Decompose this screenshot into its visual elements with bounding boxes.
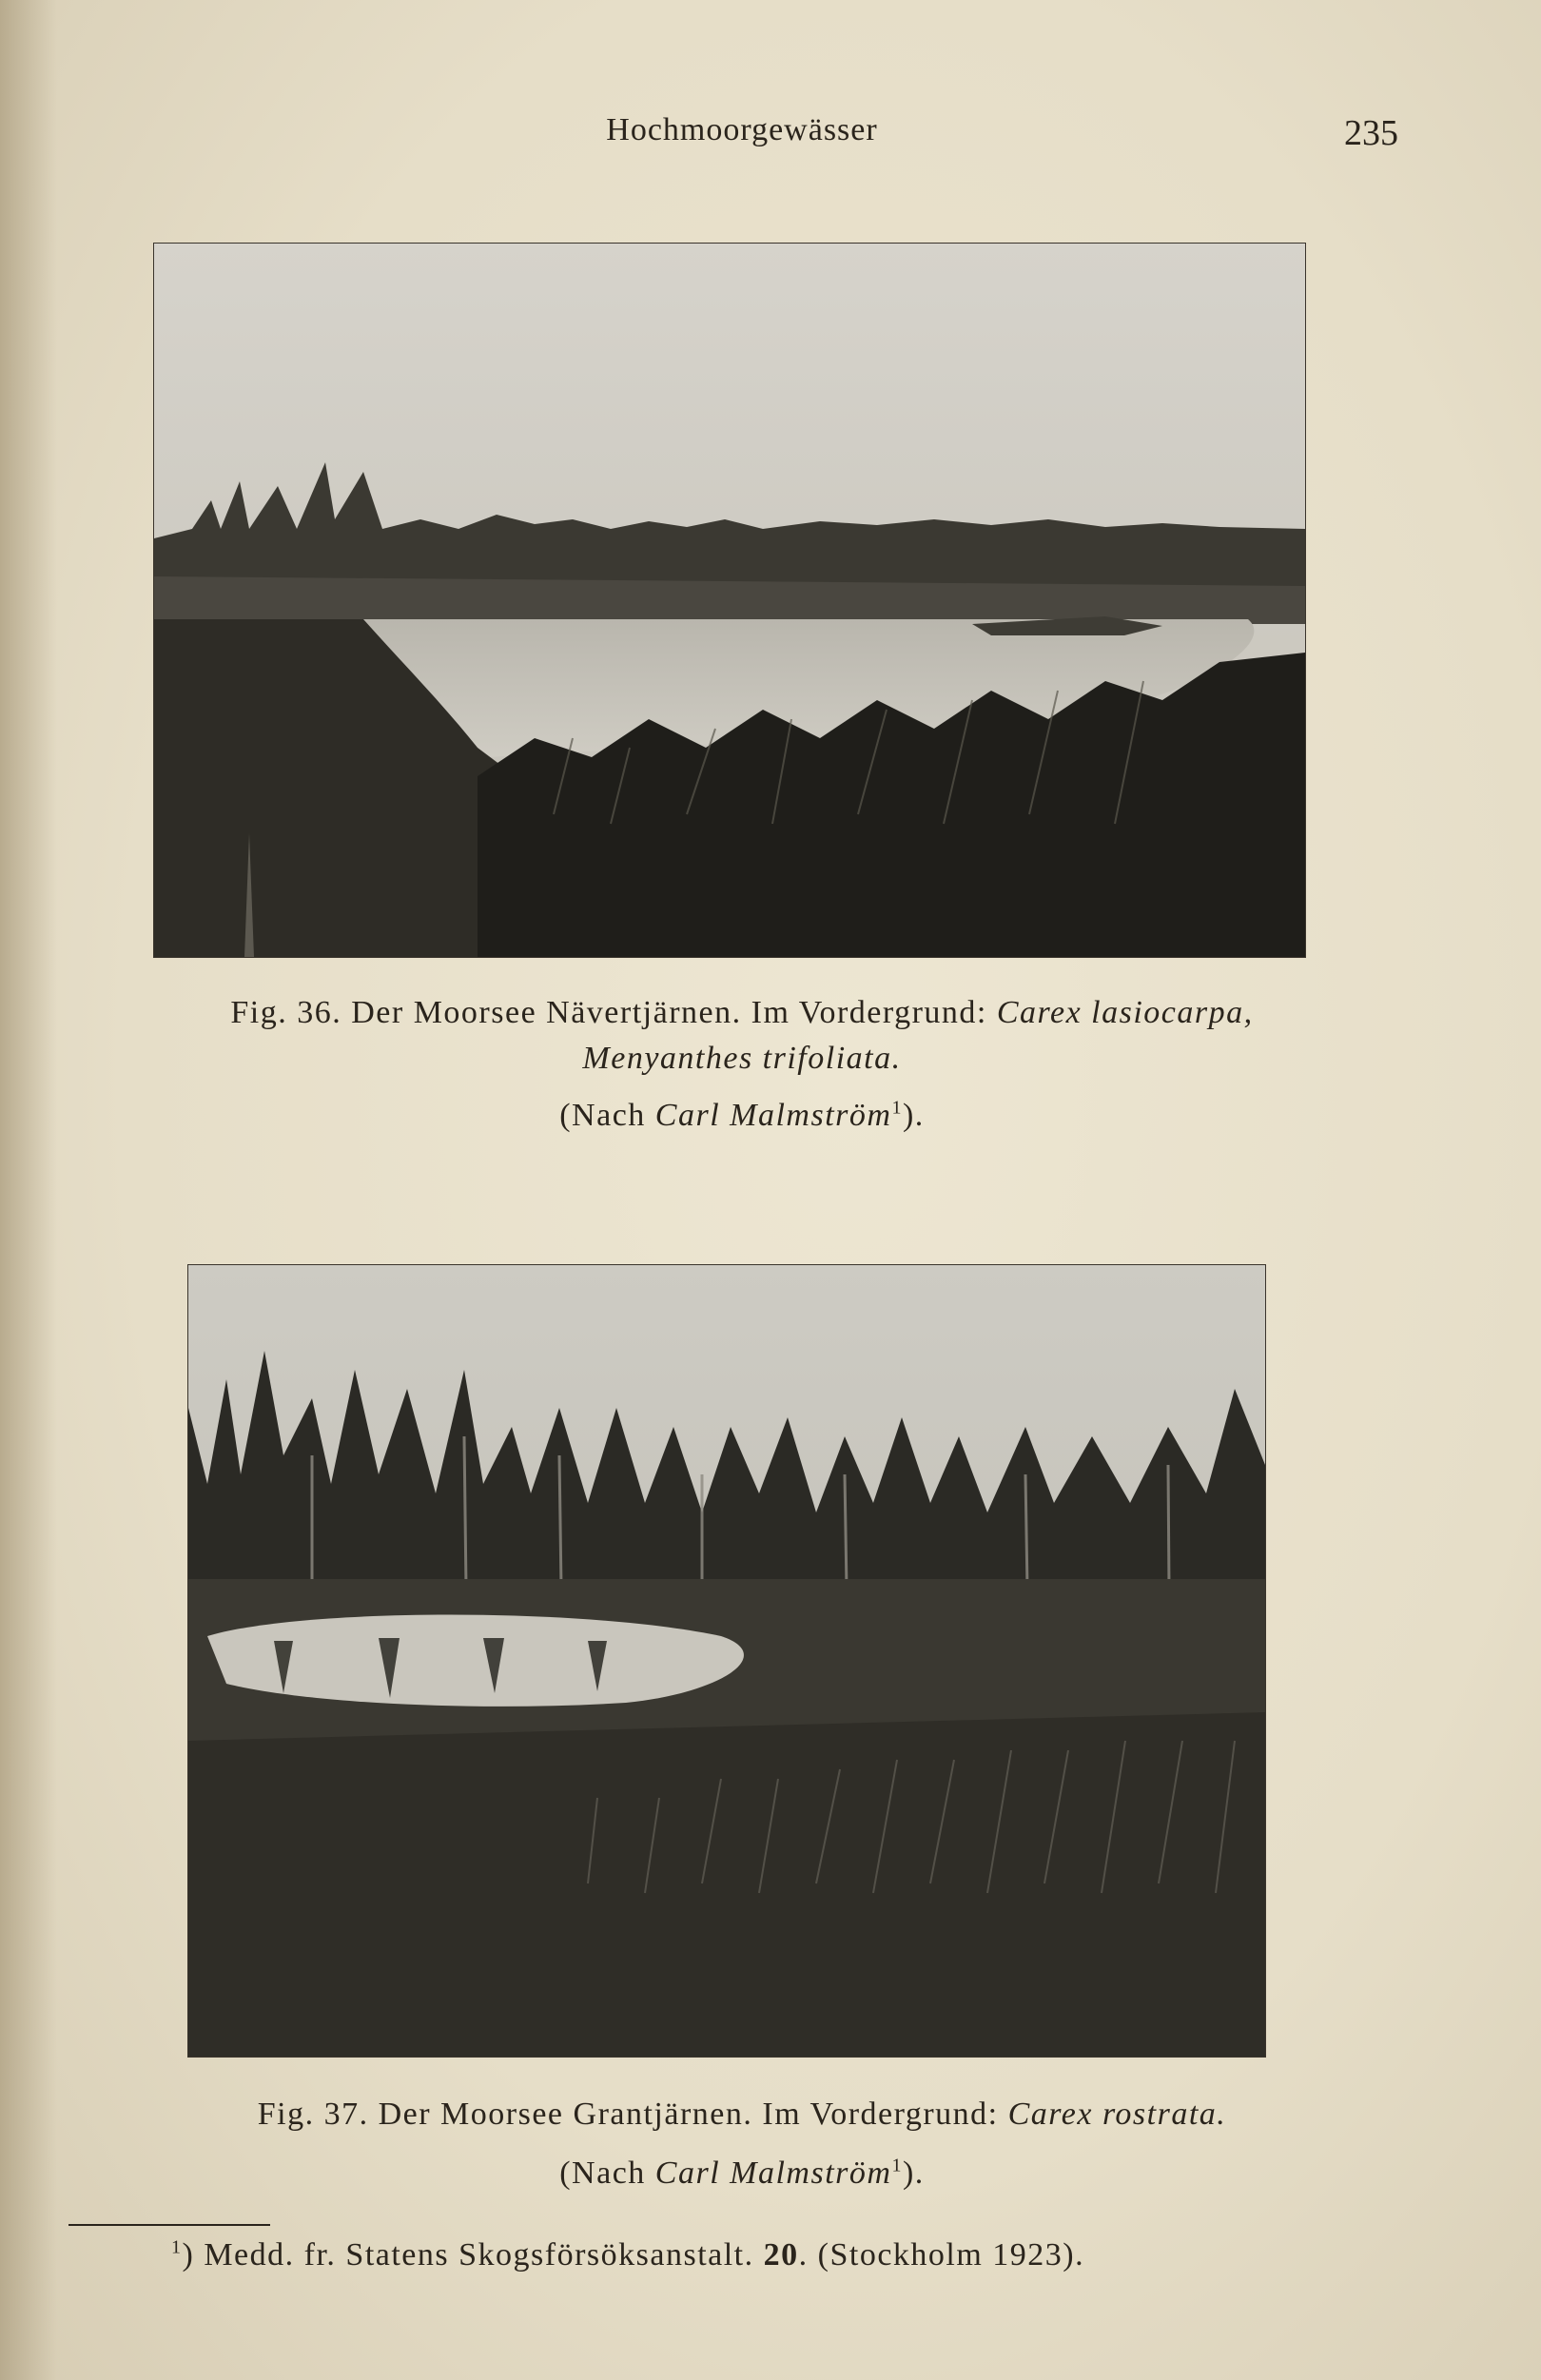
- figure-37-species-1: Carex rostrata.: [1007, 2097, 1227, 2132]
- figure-36-photo: [154, 244, 1305, 957]
- footnote-text-tail: . (Stockholm 1923).: [798, 2237, 1085, 2273]
- figure-37-caption-text: Fig. 37. Der Moorsee Grantjärnen. Im Vordergrund:: [257, 2097, 1008, 2132]
- footnote-marker: 1: [171, 2236, 183, 2258]
- figure-37-source: [124, 2152, 1360, 2195]
- figure-36-species-2: Menyanthes trifoliata.: [582, 1041, 902, 1076]
- figure-36-source: [124, 1094, 1360, 1138]
- figure-36-source-close: ).: [902, 1098, 925, 1133]
- page-gutter-shadow: [0, 0, 57, 2380]
- running-head: Hochmoorgewässer: [606, 112, 878, 147]
- footnote-volume: 20: [763, 2237, 799, 2273]
- figure-36-caption-line2: [124, 1037, 1360, 1081]
- figure-37-footnote-ref: 1: [891, 2155, 903, 2176]
- figure-36-source-open: (Nach: [559, 1098, 655, 1133]
- lake-navertjarnen-photo: [154, 244, 1305, 957]
- footnote-rule: [68, 2224, 270, 2226]
- footnote-text: ) Medd. fr. Statens Skogsförsöksanstalt.: [182, 2237, 764, 2273]
- figure-37-caption: [124, 2093, 1360, 2136]
- figure-36-caption-text: Fig. 36. Der Moorsee Nävertjärnen. Im Vordergrund:: [230, 995, 997, 1030]
- figure-36-species-1: Carex lasiocarpa,: [996, 995, 1254, 1030]
- footnote: [171, 2237, 1313, 2273]
- page-number: 235: [1344, 113, 1398, 153]
- figure-37-source-open: (Nach: [559, 2156, 655, 2191]
- lake-grantjarnen-photo: [188, 1265, 1265, 2057]
- figure-37-source-author: Carl Malmström: [654, 2156, 892, 2191]
- figure-37-photo: [188, 1265, 1265, 2057]
- figure-36-source-author: Carl Malmström: [654, 1098, 892, 1133]
- figure-36-footnote-ref: 1: [891, 1097, 903, 1119]
- figure-36-caption: [124, 991, 1360, 1035]
- figure-37-source-close: ).: [902, 2156, 925, 2191]
